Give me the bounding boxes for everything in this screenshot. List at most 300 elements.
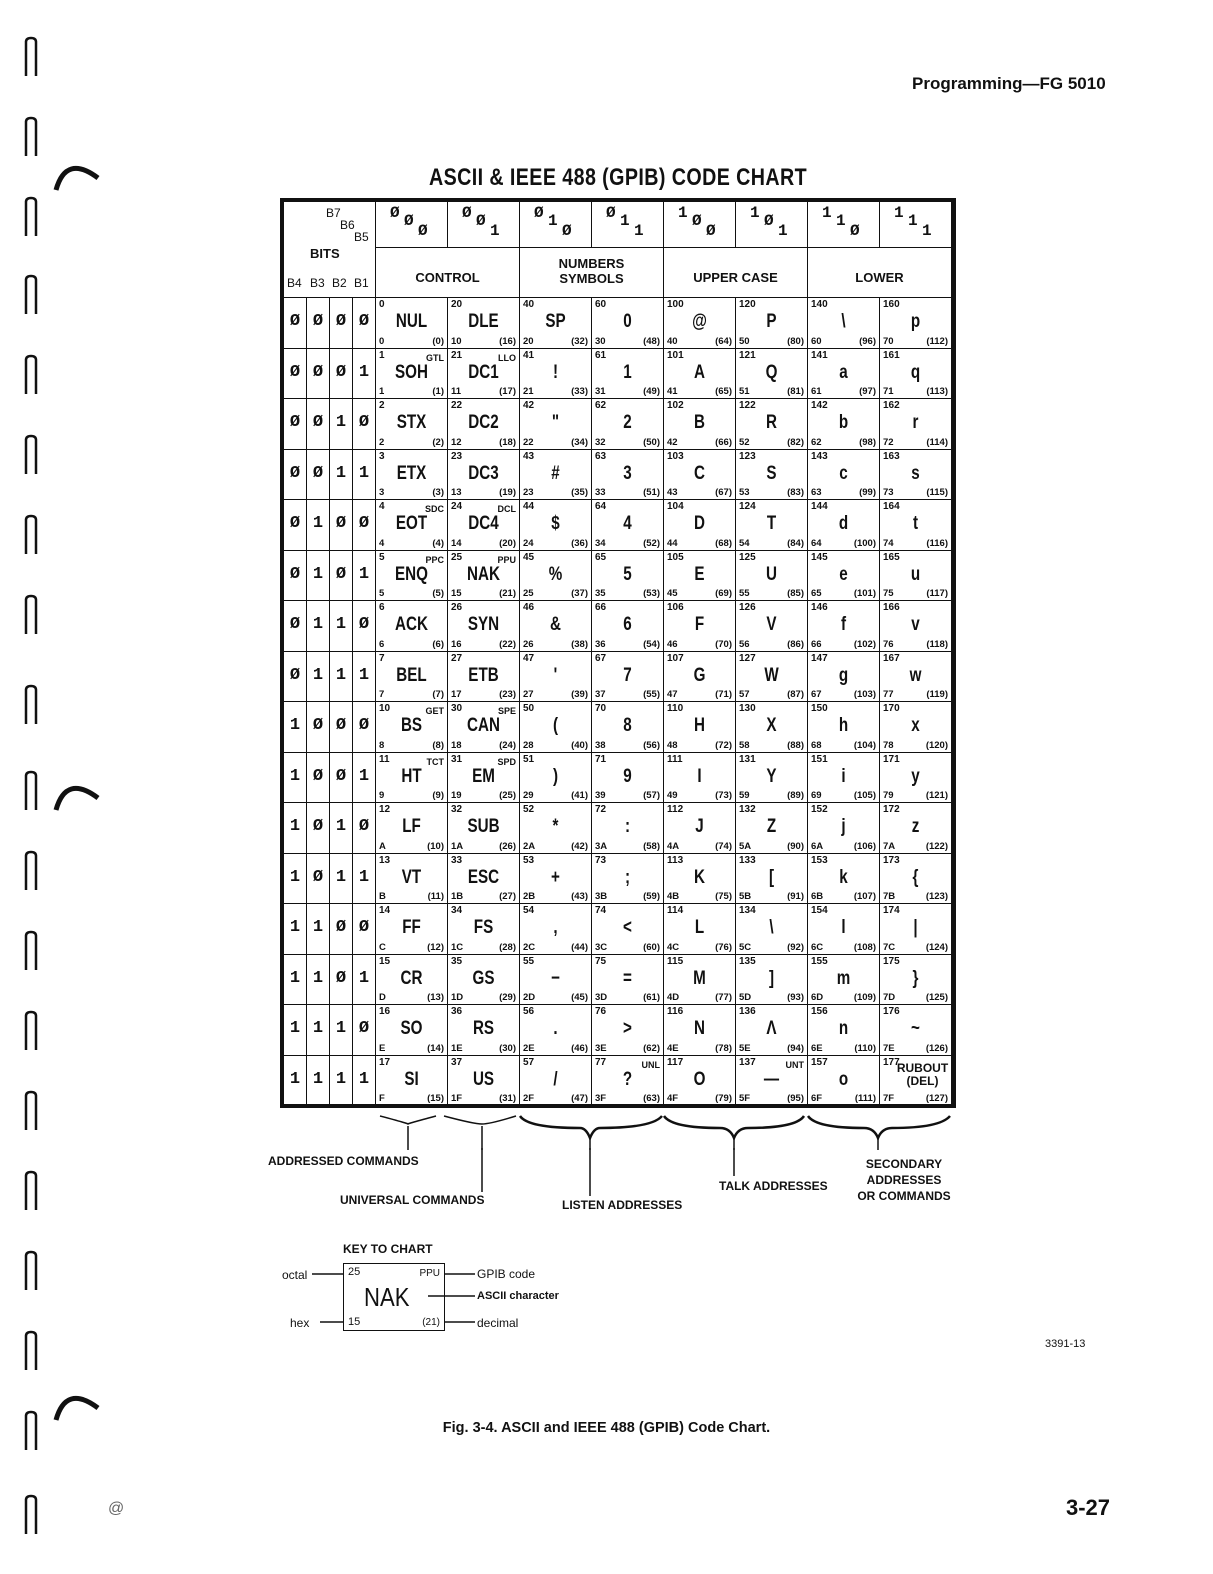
cell-ascii-char: Z [766,816,777,837]
figure-id: 3391-13 [1045,1338,1086,1350]
cell-decimal: (38) [571,638,588,650]
row-bit-value: 1 [289,817,301,836]
cell-decimal: (35) [571,487,588,498]
cell-octal: 74 [595,905,607,916]
cell-octal: 106 [667,602,684,613]
row-bit-cell [307,702,330,753]
cell-decimal: (57) [643,790,660,801]
cell-hex: 62 [811,436,822,448]
code-cell [520,298,592,349]
cell-ascii-char: ETB [468,664,499,686]
cell-hex: 4B [667,891,680,902]
cell-ascii-char: ESC [467,866,500,888]
binder-hole [24,930,38,972]
row-bit-value: 1 [312,1019,324,1038]
cell-hex: 1E [451,1042,463,1054]
row-bit-cell [353,652,376,703]
row-bit-cell [330,551,353,602]
column-bit-6: Ø [692,212,702,230]
cell-hex: 2 [379,436,385,448]
cell-decimal: (82) [787,436,804,448]
column-bit-7: Ø [606,204,616,222]
cell-hex: 7E [883,1042,895,1054]
row-bit-cell [284,1005,307,1056]
cell-octal: 27 [451,652,463,664]
cell-ascii-char: FS [473,917,494,938]
binder-hole [24,196,38,238]
binder-hole [24,684,38,726]
cell-gpib-code: SPE [497,706,516,716]
cell-decimal: (86) [787,638,804,650]
code-cell [736,904,808,955]
cell-octal: 37 [451,1056,463,1068]
code-cell [592,450,664,501]
row-bit-value: Ø [289,665,301,685]
cell-ascii-char: > [623,1018,632,1039]
row-bit-value: Ø [358,918,370,937]
code-cell [376,1056,448,1107]
code-cell [520,551,592,602]
cell-ascii-char: P [766,311,777,332]
row-bit-value: 1 [335,1069,347,1089]
cell-gpib-code: DCL [497,504,516,514]
row-bit-cell [330,803,353,854]
cell-ascii-char: u [910,563,921,585]
binder-hole [24,1494,38,1536]
cell-hex: D [379,992,386,1003]
code-cell [736,652,808,703]
cell-ascii-char: l [841,917,846,938]
column-bit-6: Ø [404,212,414,230]
row-bit-cell [353,753,376,804]
cell-hex: 3C [595,941,608,953]
cell-decimal: (54) [643,638,660,650]
code-cell [736,1056,808,1107]
cell-ascii-char: − [551,967,560,989]
cell-decimal: (31) [499,1093,516,1104]
cell-octal: 35 [451,955,463,967]
cell-ascii-char: Y [766,765,777,787]
code-cell [376,601,448,652]
cell-decimal: (4) [432,537,444,549]
cell-octal: 145 [811,551,828,563]
cell-hex: 66 [811,638,822,650]
cell-decimal: (51) [643,487,660,498]
row-bit-value: 1 [335,615,347,634]
code-cell [736,399,808,450]
row-bit-cell [353,601,376,652]
code-cell [808,955,880,1006]
cell-ascii-char: STX [396,412,427,433]
cell-octal: 166 [883,602,900,613]
cell-ascii-char: O [693,1068,706,1090]
cell-hex: 30 [595,335,606,347]
cell-hex: 6B [811,891,824,902]
cell-octal: 123 [739,450,756,462]
row-bit-cell [353,904,376,955]
group-braces [280,1110,960,1150]
row-bit-cell [353,399,376,450]
cell-hex: 39 [595,790,606,801]
cell-hex: 2C [523,941,536,953]
code-cell [520,904,592,955]
cell-decimal: (67) [715,487,732,498]
cell-decimal: (114) [926,436,948,448]
cell-hex: 1A [451,840,464,852]
cell-decimal: (70) [715,638,732,650]
group-header [808,248,952,298]
row-bit-cell [307,349,330,400]
cell-octal: 16 [379,1006,391,1017]
cell-ascii-char: t [912,513,919,534]
cell-decimal: (41) [571,790,588,801]
cell-decimal: (72) [715,739,732,751]
cell-octal: 134 [739,905,756,916]
cell-octal: 132 [739,804,756,815]
cell-hex: 2B [523,891,536,902]
code-cell [736,1005,808,1056]
column-bits-header [376,202,448,248]
code-cell [520,652,592,703]
cell-ascii-char: < [623,917,632,938]
code-chart-table [280,198,956,1108]
row-bit-value: Ø [335,918,347,937]
cell-hex: 63 [811,487,822,498]
code-cell [664,753,736,804]
cell-hex: 21 [523,386,534,397]
cell-hex: 40 [667,335,678,347]
code-cell [664,601,736,652]
cell-decimal: (7) [432,689,444,700]
column-bit-6: Ø [476,212,486,230]
code-cell [448,955,520,1006]
cell-octal: 154 [811,905,828,916]
cell-ascii-char: EOT [395,513,428,534]
cell-ascii-char: 7 [623,664,632,686]
code-cell [736,753,808,804]
cell-octal: 23 [451,450,463,462]
cell-octal: 175 [883,955,900,967]
cell-ascii-char: NUL [395,311,428,332]
binder-hole [24,594,38,636]
row-bit-value: 1 [358,362,370,382]
code-cell [448,803,520,854]
cell-hex: 1 [379,386,385,397]
cell-octal: 174 [883,905,900,916]
code-cell [592,1056,664,1107]
cell-decimal: (76) [715,941,732,953]
secondary-label-1: SECONDARY [865,1157,943,1171]
cell-octal: 101 [667,349,684,361]
cell-decimal: (24) [499,739,516,751]
cell-hex: 7F [883,1093,895,1104]
cell-gpib-code: SPD [497,756,516,767]
cell-decimal: (99) [859,487,876,498]
code-cell [880,854,952,905]
column-bit-6: 1 [548,212,558,230]
binder-hole [24,1090,38,1132]
cell-octal: 30 [451,703,463,714]
cell-decimal: (20) [499,537,516,549]
code-cell [664,1056,736,1107]
row-bit-value: Ø [312,766,324,786]
row-bit-value: 1 [335,463,347,483]
code-cell [736,500,808,551]
column-bit-7: 1 [678,204,688,222]
cell-decimal: (123) [925,891,948,902]
code-cell [448,652,520,703]
cell-ascii-char: 5 [623,563,632,585]
row-bit-cell [330,702,353,753]
code-cell [664,955,736,1006]
cell-ascii-char: ? [622,1068,633,1090]
cell-ascii-char: SO [400,1018,423,1039]
code-cell [520,450,592,501]
column-bits-header [592,202,664,248]
cell-octal: 7 [379,652,385,664]
column-bit-6: Ø [764,212,774,230]
cell-hex: 7 [379,689,385,700]
cell-octal: 120 [739,299,756,310]
code-cell [880,702,952,753]
cell-hex: 54 [739,537,750,549]
cell-decimal: (113) [926,386,948,397]
cell-ascii-char: SI [404,1068,419,1090]
code-cell [376,702,448,753]
cell-hex: 47 [667,689,678,700]
cell-octal: 51 [523,753,535,765]
cell-octal: 46 [523,602,535,613]
column-bit-5: 1 [634,222,644,240]
cell-decimal: (47) [571,1093,588,1104]
cell-octal: 25 [451,551,463,563]
code-cell [808,450,880,501]
footer-mark: @ [108,1500,125,1517]
cell-decimal: (26) [499,840,516,852]
row-bit-value: Ø [312,463,324,483]
code-cell [664,298,736,349]
group-header-label: NUMBERS SYMBOLS [558,256,625,286]
cell-ascii-char: 8 [623,715,632,736]
column-bit-7: Ø [534,204,544,222]
binder-hole [24,1170,38,1212]
cell-hex: 11 [451,386,462,397]
cell-octal: 57 [523,1056,535,1068]
row-bit-cell [284,854,307,905]
cell-decimal: (106) [853,840,876,852]
cell-ascii-char: h [838,715,849,736]
code-cell [520,399,592,450]
row-bit-cell [307,500,330,551]
row-bit-value: 1 [289,867,301,887]
cell-ascii-char: a [839,361,848,383]
cell-octal: 73 [595,854,607,866]
cell-octal: 44 [523,501,535,512]
cell-hex: 37 [595,689,606,700]
row-bit-cell [307,1005,330,1056]
code-cell [880,904,952,955]
column-bits-header [448,202,520,248]
binder-hole [24,1250,38,1292]
code-cell [880,753,952,804]
cell-ascii-char: / [553,1068,558,1090]
cell-decimal: (118) [926,638,948,650]
cell-octal: 0 [379,299,385,310]
code-cell [376,854,448,905]
cell-octal: 102 [667,400,684,411]
row-bit-value: 1 [358,665,370,685]
binder-hole [24,770,38,812]
cell-octal: 50 [523,703,535,714]
cell-hex: 16 [451,638,462,650]
row-bit-value: 1 [358,968,370,988]
code-cell [808,854,880,905]
cell-hex: 71 [883,386,894,397]
cell-decimal: (90) [787,840,804,852]
row-bit-cell [284,601,307,652]
row-bit-value: Ø [358,514,370,533]
cell-decimal: (64) [715,335,732,347]
brace-listen [520,1116,662,1138]
code-cell [448,349,520,400]
cell-ascii-char: ; [624,866,631,888]
cell-decimal: (107) [853,891,876,902]
cell-decimal: (62) [643,1042,660,1054]
cell-ascii-char: ' [553,664,558,686]
code-cell [880,652,952,703]
cell-ascii-char: T [766,513,777,534]
cell-decimal: (65) [715,386,732,397]
row-bit-value: Ø [335,312,347,331]
code-cell [592,601,664,652]
column-bits-header [664,202,736,248]
cell-decimal: (68) [715,537,732,549]
cell-hex: 29 [523,790,534,801]
code-cell [664,854,736,905]
group-header-label: LOWER [855,270,904,285]
code-cell [880,803,952,854]
code-cell [664,702,736,753]
cell-octal: 170 [883,703,900,714]
code-cell [880,500,952,551]
cell-decimal: (44) [571,941,588,953]
cell-octal: 112 [667,804,684,815]
row-bit-cell [330,904,353,955]
cell-ascii-char: J [695,816,704,837]
cell-octal: 113 [667,854,684,866]
column-bit-7: 1 [750,204,760,222]
code-cell [736,803,808,854]
cell-hex: 79 [883,790,894,801]
universal-commands-label: UNIVERSAL COMMANDS [340,1193,485,1207]
code-cell [808,1005,880,1056]
row-bit-cell [330,349,353,400]
cell-hex: 55 [739,588,750,599]
cell-octal: 173 [883,854,900,866]
cell-hex: 77 [883,689,894,700]
cell-octal: 56 [523,1006,535,1017]
cell-hex: 76 [883,638,894,650]
cell-hex: 6D [811,992,824,1003]
cell-decimal: (53) [643,588,660,599]
cell-hex: 41 [667,386,678,397]
cell-hex: 6C [811,941,824,953]
cell-hex: 1D [451,992,464,1003]
row-bit-value: Ø [335,716,347,735]
row-bit-value: 1 [312,1069,324,1089]
key-gpib-value: PPU [419,1268,440,1279]
cell-hex: 73 [883,487,894,498]
cell-decimal: (13) [427,992,444,1003]
cell-decimal: (125) [925,992,948,1003]
cell-ascii-char: { [912,866,919,888]
cell-octal: 143 [811,450,828,462]
cell-hex: 38 [595,739,606,751]
cell-hex: 26 [523,638,534,650]
cell-octal: 151 [811,753,828,765]
row-bit-value: Ø [335,564,347,584]
cell-decimal: (75) [715,891,732,902]
code-cell [736,955,808,1006]
code-cell [448,450,520,501]
cell-ascii-char: B [694,412,705,433]
cell-hex: 7B [883,891,896,902]
cell-hex: 4 [379,537,385,549]
code-cell [520,702,592,753]
cell-hex: 14 [451,537,462,549]
cell-ascii-char: p [910,311,921,332]
code-cell [592,500,664,551]
cell-ascii-char: ] [768,967,775,989]
cell-hex: 3D [595,992,608,1003]
row-bit-cell [353,854,376,905]
cell-decimal: (15) [427,1093,444,1104]
cell-decimal: (87) [787,689,804,700]
cell-decimal: (74) [715,840,732,852]
cell-octal: 133 [739,854,756,866]
code-cell [520,854,592,905]
cell-ascii-char: x [911,715,920,736]
cell-decimal: (0) [432,335,444,347]
cell-ascii-char: \ [769,917,774,938]
row-bit-cell [330,1056,353,1107]
code-cell [592,702,664,753]
cell-decimal: (115) [926,487,948,498]
code-cell [376,298,448,349]
row-bit-value: Ø [312,413,324,432]
cell-hex: 7C [883,941,896,953]
b5-label: B5 [354,230,369,244]
cell-octal: 71 [595,753,607,765]
code-cell [448,551,520,602]
cell-hex: 5B [739,891,752,902]
code-cell [592,854,664,905]
column-bit-6: 1 [908,212,918,230]
cell-octal: 146 [811,602,828,613]
row-bit-cell [284,298,307,349]
key-hex-value: 15 [348,1316,361,1328]
code-cell [880,349,952,400]
row-bit-cell [307,854,330,905]
cell-ascii-char: " [551,412,560,433]
cell-octal: 17 [379,1056,391,1068]
code-cell [448,753,520,804]
cell-ascii-char: W [764,664,779,686]
key-decimal-desc: decimal [477,1316,519,1330]
binder-ring [52,150,102,200]
cell-octal: 11 [379,753,390,765]
row-bit-value: 1 [289,1019,301,1038]
